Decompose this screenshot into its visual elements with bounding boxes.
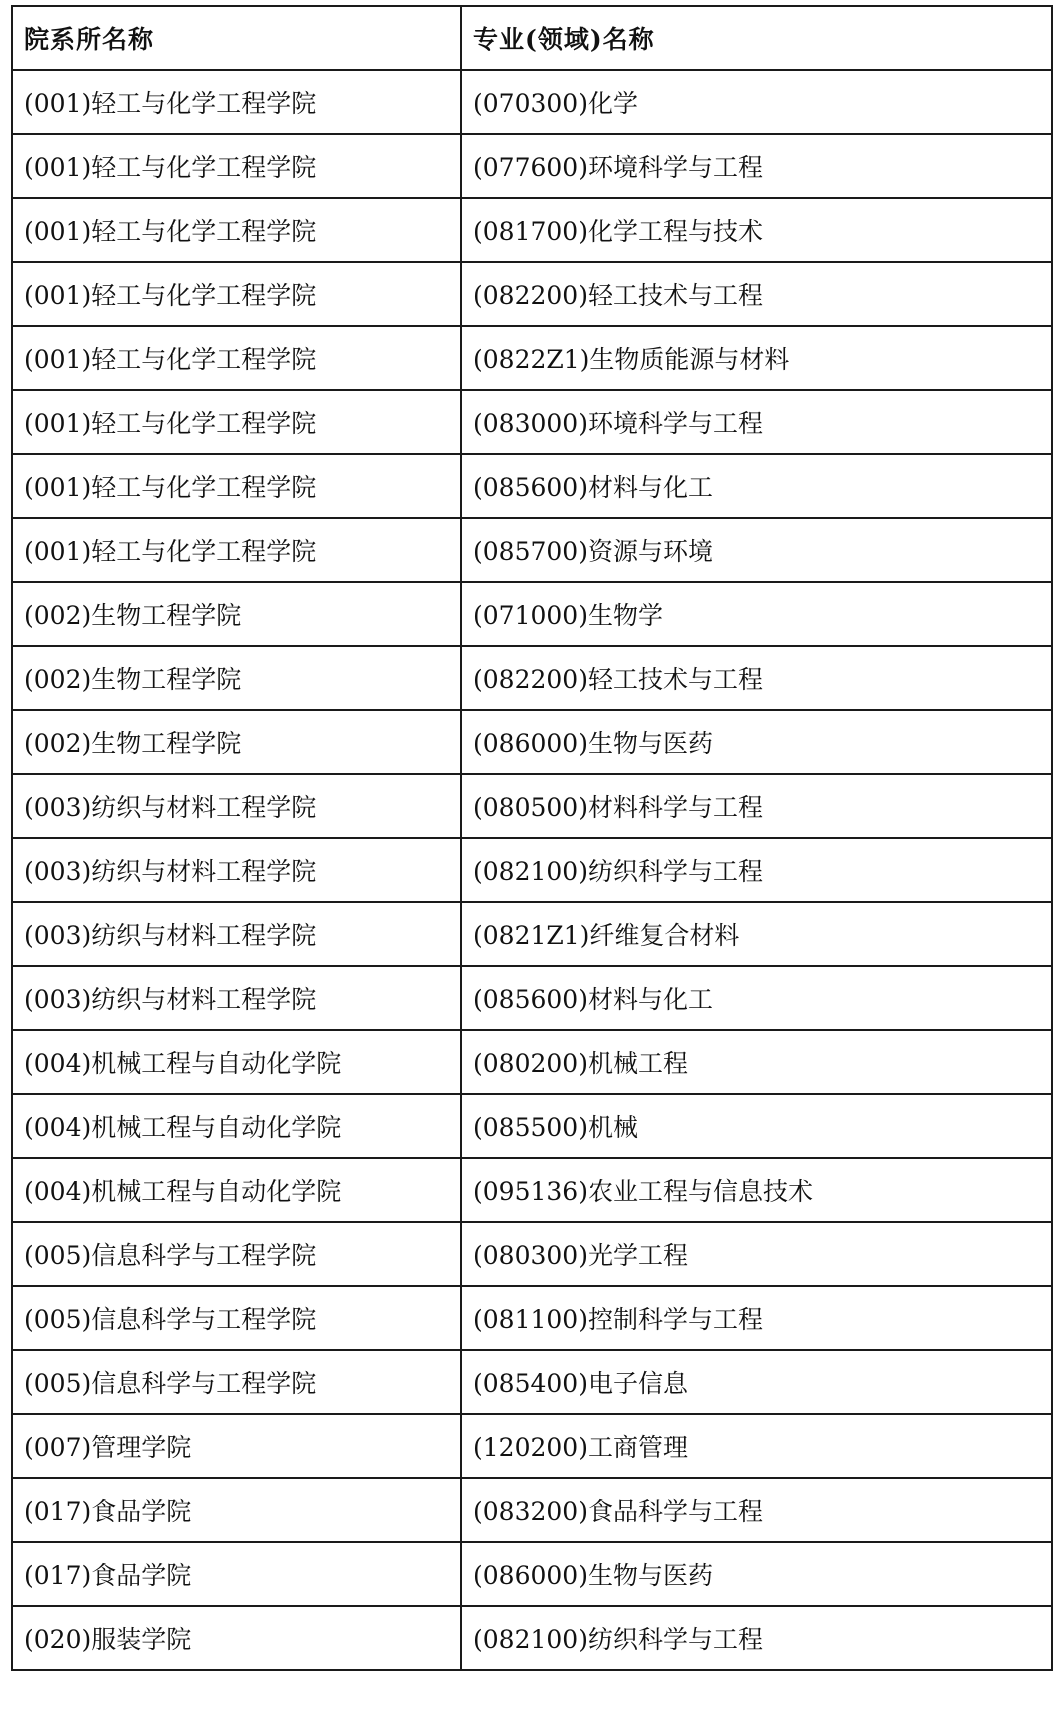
department-cell: (017)食品学院 bbox=[12, 1478, 461, 1542]
table-row bbox=[12, 1414, 1052, 1478]
table-row bbox=[12, 326, 1052, 390]
department-cell: (017)食品学院 bbox=[12, 1542, 461, 1606]
table-header-row bbox=[12, 6, 1052, 70]
department-cell: (005)信息科学与工程学院 bbox=[12, 1222, 461, 1286]
major-cell: (081700)化学工程与技术 bbox=[461, 198, 1052, 262]
table-row bbox=[12, 198, 1052, 262]
header-major: 专业(领域)名称 bbox=[461, 6, 1052, 70]
table-row bbox=[12, 902, 1052, 966]
table-row bbox=[12, 518, 1052, 582]
department-cell: (003)纺织与材料工程学院 bbox=[12, 902, 461, 966]
header-department: 院系所名称 bbox=[12, 6, 461, 70]
major-cell: (0822Z1)生物质能源与材料 bbox=[461, 326, 1052, 390]
table-row bbox=[12, 134, 1052, 198]
major-cell: (085500)机械 bbox=[461, 1094, 1052, 1158]
department-cell: (007)管理学院 bbox=[12, 1414, 461, 1478]
major-cell: (082200)轻工技术与工程 bbox=[461, 646, 1052, 710]
major-cell: (085600)材料与化工 bbox=[461, 966, 1052, 1030]
department-cell: (002)生物工程学院 bbox=[12, 582, 461, 646]
major-cell: (081100)控制科学与工程 bbox=[461, 1286, 1052, 1350]
major-cell: (082100)纺织科学与工程 bbox=[461, 1606, 1052, 1670]
major-cell: (083200)食品科学与工程 bbox=[461, 1478, 1052, 1542]
department-cell: (020)服装学院 bbox=[12, 1606, 461, 1670]
department-cell: (001)轻工与化学工程学院 bbox=[12, 262, 461, 326]
table-row bbox=[12, 1286, 1052, 1350]
major-cell: (082200)轻工技术与工程 bbox=[461, 262, 1052, 326]
table-row bbox=[12, 774, 1052, 838]
major-cell: (085600)材料与化工 bbox=[461, 454, 1052, 518]
department-cell: (004)机械工程与自动化学院 bbox=[12, 1030, 461, 1094]
table-row bbox=[12, 1094, 1052, 1158]
department-cell: (001)轻工与化学工程学院 bbox=[12, 518, 461, 582]
table-row bbox=[12, 710, 1052, 774]
department-cell: (001)轻工与化学工程学院 bbox=[12, 134, 461, 198]
department-cell: (005)信息科学与工程学院 bbox=[12, 1286, 461, 1350]
department-cell: (003)纺织与材料工程学院 bbox=[12, 966, 461, 1030]
table-row bbox=[12, 390, 1052, 454]
major-cell: (085400)电子信息 bbox=[461, 1350, 1052, 1414]
table-row bbox=[12, 1542, 1052, 1606]
program-table-container bbox=[11, 5, 1051, 1671]
table-row bbox=[12, 838, 1052, 902]
major-cell: (086000)生物与医药 bbox=[461, 1542, 1052, 1606]
table-row bbox=[12, 1478, 1052, 1542]
department-cell: (003)纺织与材料工程学院 bbox=[12, 838, 461, 902]
department-cell: (004)机械工程与自动化学院 bbox=[12, 1094, 461, 1158]
major-cell: (080200)机械工程 bbox=[461, 1030, 1052, 1094]
table-row bbox=[12, 262, 1052, 326]
table-row bbox=[12, 1350, 1052, 1414]
major-cell: (080300)光学工程 bbox=[461, 1222, 1052, 1286]
major-cell: (085700)资源与环境 bbox=[461, 518, 1052, 582]
table-row bbox=[12, 582, 1052, 646]
major-cell: (071000)生物学 bbox=[461, 582, 1052, 646]
major-cell: (120200)工商管理 bbox=[461, 1414, 1052, 1478]
department-cell: (001)轻工与化学工程学院 bbox=[12, 326, 461, 390]
department-cell: (002)生物工程学院 bbox=[12, 710, 461, 774]
department-cell: (001)轻工与化学工程学院 bbox=[12, 454, 461, 518]
major-cell: (077600)环境科学与工程 bbox=[461, 134, 1052, 198]
major-cell: (080500)材料科学与工程 bbox=[461, 774, 1052, 838]
department-cell: (001)轻工与化学工程学院 bbox=[12, 70, 461, 134]
program-table bbox=[11, 5, 1053, 1671]
table-row bbox=[12, 1158, 1052, 1222]
department-cell: (001)轻工与化学工程学院 bbox=[12, 390, 461, 454]
major-cell: (095136)农业工程与信息技术 bbox=[461, 1158, 1052, 1222]
major-cell: (082100)纺织科学与工程 bbox=[461, 838, 1052, 902]
table-row bbox=[12, 966, 1052, 1030]
department-cell: (005)信息科学与工程学院 bbox=[12, 1350, 461, 1414]
table-body bbox=[12, 70, 1052, 1670]
table-row bbox=[12, 1606, 1052, 1670]
table-row bbox=[12, 1030, 1052, 1094]
major-cell: (0821Z1)纤维复合材料 bbox=[461, 902, 1052, 966]
department-cell: (002)生物工程学院 bbox=[12, 646, 461, 710]
department-cell: (001)轻工与化学工程学院 bbox=[12, 198, 461, 262]
major-cell: (083000)环境科学与工程 bbox=[461, 390, 1052, 454]
department-cell: (003)纺织与材料工程学院 bbox=[12, 774, 461, 838]
major-cell: (086000)生物与医药 bbox=[461, 710, 1052, 774]
department-cell: (004)机械工程与自动化学院 bbox=[12, 1158, 461, 1222]
table-row bbox=[12, 1222, 1052, 1286]
table-row bbox=[12, 454, 1052, 518]
table-row bbox=[12, 70, 1052, 134]
major-cell: (070300)化学 bbox=[461, 70, 1052, 134]
table-row bbox=[12, 646, 1052, 710]
